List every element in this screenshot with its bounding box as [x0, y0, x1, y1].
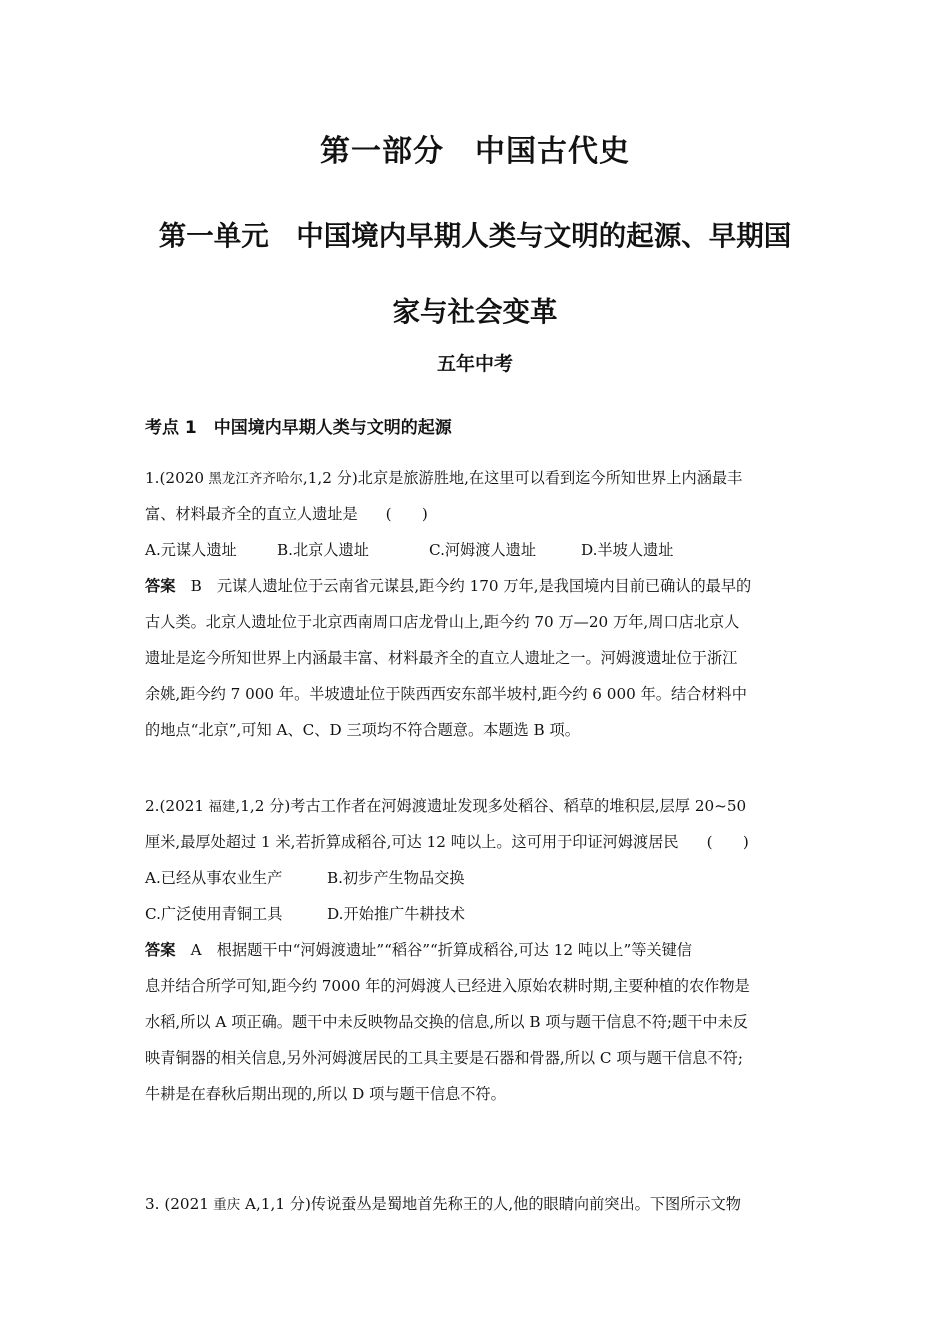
part-title: 第一部分 中国古代史: [320, 134, 630, 169]
unit-title: [145, 198, 805, 350]
question-1-line-2: [145, 496, 810, 532]
question-2-line-1: [145, 788, 810, 824]
question-1-explanation-line-2: 古人类。北京人遗址位于北京西南周口店龙骨山上,距今约 70 万—20 万年,周口店北京人: [145, 613, 740, 631]
question-2-explanation-line-5: 牛耕是在春秋后期出现的,所以 D 项与题干信息不符。: [145, 1085, 506, 1103]
unit-title-line-2: 家与社会变革: [392, 296, 558, 328]
question-1-number: 1.(2020: [145, 469, 205, 487]
question-1-answer-line-1: [145, 568, 810, 604]
question-3-score: A,1,1 分): [240, 1195, 311, 1213]
question-1-answer-letter: B: [190, 577, 202, 595]
question-2-answer-blank: ( ): [706, 833, 749, 851]
question-2-option-b: B.初步产生物品交换: [327, 869, 465, 887]
question-1-line-1: [145, 460, 810, 496]
question-1-options: [145, 532, 810, 568]
question-2-explanation-line-4: 映青铜器的相关信息,另外河姆渡居民的工具主要是石器和骨器,所以 C 项与题干信息不符;: [145, 1049, 743, 1067]
question-2-score: ,1,2 分): [235, 797, 291, 815]
question-2-stem-continued: 厘米,最厚处超过 1 米,若折算成稻谷,可达 12 吨以上。这可用于印证河姆渡居民: [145, 833, 679, 851]
question-2-options-row-1: [145, 860, 810, 896]
question-1-explanation-line-1: 元谋人遗址位于云南省元谋县,距今约 170 万年,是我国境内目前已确认的最早的: [216, 577, 752, 595]
question-3-year: (2021: [164, 1195, 209, 1213]
question-2-explanation-line-3: 水稻,所以 A 项正确。题干中未反映物品交换的信息,所以 B 项与题干信息不符;题干中未反: [145, 1013, 748, 1031]
question-2-options-row-2: [145, 896, 810, 932]
question-1-option-d: D.半坡人遗址: [581, 541, 674, 559]
question-1-stem-continued: 富、材料最齐全的直立人遗址是: [145, 505, 358, 523]
question-1: [145, 460, 810, 748]
question-1-stem: 北京是旅游胜地,在这里可以看到迄今所知世界上内涵最丰: [357, 469, 743, 487]
unit-title-line-1: 第一单元 中国境内早期人类与文明的起源、早期国: [158, 220, 792, 252]
question-1-explanation-line-3: 遗址是迄今所知世界上内涵最丰富、材料最齐全的直立人遗址之一。河姆渡遗址位于浙江: [145, 649, 738, 667]
question-3-line-1: [145, 1186, 810, 1222]
question-2: [145, 788, 810, 1112]
question-2-option-d: D.开始推广牛耕技术: [327, 905, 465, 923]
question-2-answer-letter: A: [190, 941, 202, 959]
question-2-source: 福建: [204, 799, 236, 815]
question-1-explanation-line-4: 余姚,距今约 7 000 年。半坡遗址位于陕西西安东部半坡村,距今约 6 000 年。结合材料中: [145, 685, 747, 703]
question-2-option-a: A.已经从事农业生产: [145, 869, 283, 887]
question-1-option-c: C.河姆渡人遗址: [429, 541, 537, 559]
question-2-answer-line-1: [145, 932, 810, 968]
topic-title: 考点 1 中国境内早期人类与文明的起源: [145, 418, 452, 438]
question-1-explanation-line-5: 的地点“北京”,可知 A、C、D 三项均不符合题意。本题选 B 项。: [145, 721, 580, 739]
question-2-explanation-line-1: 根据题干中“河姆渡遗址”“稻谷”“折算成稻谷,可达 12 吨以上”等关键信: [216, 941, 692, 959]
question-2-explanation-line-2: 息并结合所学可知,距今约 7000 年的河姆渡人已经进入原始农耕时期,主要种植的农作物是: [145, 977, 750, 995]
question-1-answer-label: 答案: [145, 577, 176, 595]
question-2-number: 2.(2021: [145, 797, 205, 815]
question-1-answer-blank: ( ): [385, 505, 428, 523]
question-1-score: ,1,2 分): [302, 469, 358, 487]
question-2-answer-label: 答案: [145, 941, 176, 959]
question-2-option-c: C.广泛使用青铜工具: [145, 905, 283, 923]
question-1-source: 黑龙江齐齐哈尔: [204, 471, 303, 487]
section-title: 五年中考: [436, 353, 513, 375]
question-2-line-2: [145, 824, 810, 860]
question-3: [145, 1186, 810, 1222]
question-3-stem: 传说蚕丛是蜀地首先称王的人,他的眼睛向前突出。下图所示文物: [310, 1195, 741, 1213]
question-3-source: 重庆: [208, 1197, 241, 1213]
question-1-option-b: B.北京人遗址: [277, 541, 369, 559]
question-1-option-a: A.元谋人遗址: [145, 541, 237, 559]
question-3-number: 3.: [145, 1195, 160, 1213]
question-2-stem: 考古工作者在河姆渡遗址发现多处稻谷、稻草的堆积层,层厚 20~50: [290, 797, 747, 815]
